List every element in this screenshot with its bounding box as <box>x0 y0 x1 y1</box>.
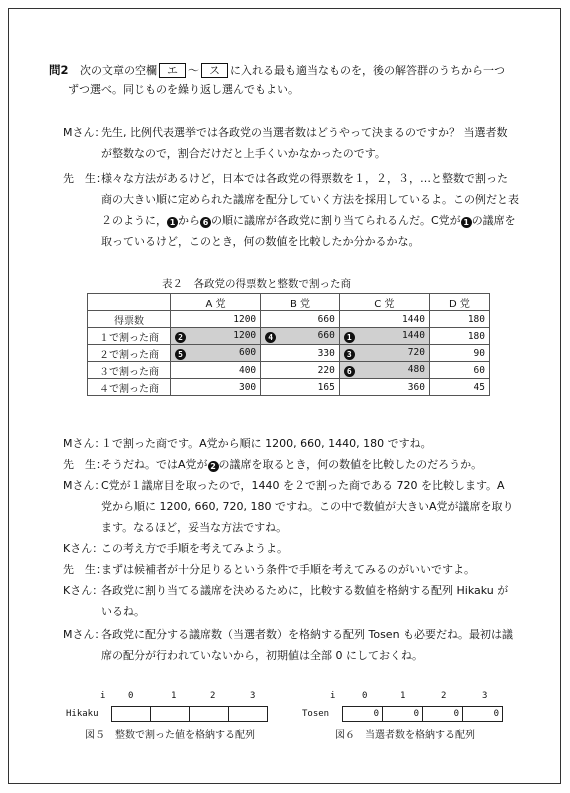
dialogue-t3-text: まずは候補者が十分足りるという条件で手順を考えてみるのがいいですよ。 <box>101 563 475 576</box>
votes-table <box>87 293 490 396</box>
dialogue-m3-line-2: 党から順に 1200, 660, 720, 180 ですね。この中で数値が大きいA党が議席を取り <box>101 500 514 513</box>
array-cell <box>228 706 268 722</box>
dialogue-k1-text: この考え方で手順を考えてみようよ。 <box>101 542 288 555</box>
question-line-2: ずつ選べ。同じものを繰り返し選んでもよい。 <box>68 83 299 96</box>
cell-value: 90 <box>473 347 485 359</box>
dialogue-speaker-t2: 先 生： <box>63 458 107 471</box>
cell-value: 180 <box>467 313 485 325</box>
tosen-array <box>343 706 503 722</box>
table-cell <box>429 362 489 379</box>
t1-line3-from: から <box>178 214 200 227</box>
fig5-index: 0 <box>128 691 134 701</box>
table-cell <box>429 379 489 396</box>
dialogue-speaker-k2: Kさん： <box>63 584 104 597</box>
seat-number-icon: 5 <box>175 349 186 360</box>
table-caption: 表２ 各政党の得票数と整数で割った商 <box>162 278 351 290</box>
dialogue-m1-line-2: が整数なので，割合だけだと上手くいかなかったのです。 <box>101 147 386 160</box>
cell-value: 600 <box>238 346 257 358</box>
cell-value: 1440 <box>402 313 425 325</box>
fig6-index: 3 <box>482 691 488 701</box>
seat-number-icon: 2 <box>175 332 186 343</box>
cell-value: 330 <box>317 347 335 359</box>
table-cell <box>171 379 261 396</box>
table-header-cell: A 党 <box>171 294 261 311</box>
table-cell <box>171 345 261 362</box>
array-cell <box>111 706 151 722</box>
table-cell <box>339 379 429 396</box>
seat-number-icon: 6 <box>200 217 211 228</box>
table-header-cell: B 党 <box>261 294 340 311</box>
dialogue-m2-text: １で割った商です。A党から順に 1200, 660, 1440, 180 ですね。 <box>101 437 432 450</box>
question-text-a: 次の文章の空欄 <box>80 64 158 77</box>
dialogue-m3-line-3: ます。なるほど，妥当な方法ですね。 <box>101 521 288 534</box>
row-label: ２で割った商 <box>88 345 171 362</box>
page-frame <box>8 8 561 784</box>
array-cell: 0 <box>342 706 383 722</box>
table-cell <box>261 379 340 396</box>
cell-value: 60 <box>473 364 485 376</box>
fig6-index: 1 <box>400 691 406 701</box>
dialogue-speaker-m1: Mさん： <box>63 126 106 139</box>
t1-line3-b: の順に議席が各政党に割り当てられるんだ。C党が <box>211 214 461 227</box>
table-cell <box>261 311 340 328</box>
dialogue-speaker-t3: 先 生： <box>63 563 107 576</box>
table-header-cell: C 党 <box>339 294 429 311</box>
seat-number-icon: 1 <box>344 332 355 343</box>
fig6-index: 0 <box>362 691 368 701</box>
seat-number-icon: 2 <box>208 461 219 472</box>
fig6-index-label: i <box>330 691 336 701</box>
table-cell <box>171 311 261 328</box>
fig6-caption: 図６ 当選者数を格納する配列 <box>335 730 475 741</box>
table-cell <box>429 345 489 362</box>
array-cell <box>189 706 229 722</box>
dialogue-t1-line-1: 様々な方法があるけど，日本では各政党の得票数を１，２，３，…と整数で割った <box>101 172 508 185</box>
dialogue-m4-line-2: 席の配分が行われていないから，初期値は全部 0 にしておくね。 <box>101 649 423 662</box>
table-row <box>88 362 490 379</box>
fig6-index: 2 <box>441 691 447 701</box>
cell-value: 400 <box>238 364 257 376</box>
dialogue-t1-line-4: 取っているけど，このとき，何の数値を比較したか分かるかな。 <box>101 235 420 248</box>
cell-value: 165 <box>317 381 335 393</box>
row-label: ４で割った商 <box>88 379 171 396</box>
table-row <box>88 379 490 396</box>
seat-number-icon: 6 <box>344 366 355 377</box>
table-header-row <box>88 294 490 311</box>
table-cell <box>339 311 429 328</box>
cell-value: 180 <box>467 330 485 342</box>
cell-value: 220 <box>317 364 335 376</box>
cell-value: 45 <box>473 381 485 393</box>
table-cell <box>261 345 340 362</box>
fig5-index-label: i <box>100 691 106 701</box>
seat-number-icon: 3 <box>344 349 355 360</box>
dialogue-speaker-k1: Kさん： <box>63 542 104 555</box>
t2-text-b: の議席を取るとき，何の数値を比較したのだろうか。 <box>218 458 483 471</box>
cell-value: 1440 <box>402 329 425 341</box>
array-cell: 0 <box>462 706 503 722</box>
question-label: 問2 <box>49 63 69 77</box>
hikaku-array <box>112 706 268 722</box>
cell-value: 360 <box>407 381 425 393</box>
row-label: 得票数 <box>88 311 171 328</box>
fig5-index: 3 <box>250 691 256 701</box>
table-header-cell <box>88 294 171 311</box>
array-cell <box>150 706 190 722</box>
table-cell <box>171 328 261 345</box>
fig5-index: 2 <box>210 691 216 701</box>
question-text-b: に入れる最も適当なものを，後の解答群のうちから一つ <box>230 64 506 77</box>
dialogue-m3-line-1: C党が１議席目を取ったので，1440 を２で割った商である 720 を比較します。A <box>101 479 505 492</box>
seat-number-icon: 4 <box>265 332 276 343</box>
seat-number-icon: 1 <box>167 217 178 228</box>
table-cell <box>261 362 340 379</box>
fig5-caption: 図５ 整数で割った値を格納する配列 <box>85 730 255 741</box>
cell-value: 660 <box>317 329 335 341</box>
array-cell: 0 <box>382 706 423 722</box>
dialogue-speaker-t1: 先 生： <box>63 172 107 185</box>
question-line-1 <box>49 63 505 78</box>
dialogue-m1-line-1: 先生, 比例代表選挙では各政党の当選者数はどうやって決まるのですか？ 当選者数 <box>101 126 508 139</box>
cell-value: 1200 <box>233 329 257 341</box>
row-label: ３で割った商 <box>88 362 171 379</box>
table-cell <box>429 311 489 328</box>
dialogue-speaker-m4: Mさん： <box>63 628 106 641</box>
dialogue-t1-line-3 <box>101 214 516 228</box>
dialogue-speaker-m3: Mさん： <box>63 479 106 492</box>
dialogue-speaker-m2: Mさん： <box>63 437 106 450</box>
fig6-array-name: Tosen <box>302 709 330 719</box>
dialogue-t2-text <box>101 458 482 472</box>
table-cell <box>429 328 489 345</box>
dialogue-k2-line-2: いるね。 <box>101 605 145 618</box>
fig5-index: 1 <box>171 691 177 701</box>
table-row <box>88 328 490 345</box>
dialogue-k2-line-1: 各政党に割り当てる議席を決めるために，比較する数値を格納する配列 Hikaku が <box>101 584 509 597</box>
cell-value: 480 <box>407 363 425 375</box>
cell-value: 720 <box>407 346 425 358</box>
t1-line3-a: ２のように， <box>101 214 167 227</box>
t1-line3-end: の議席を <box>471 214 516 227</box>
dialogue-m4-line-1: 各政党に配分する議席数（当選者数）を格納する配列 Tosen も必要だね。最初は議 <box>101 628 514 641</box>
cell-value: 660 <box>317 313 335 325</box>
table-row <box>88 345 490 362</box>
array-cell: 0 <box>422 706 463 722</box>
blank-end-box: ス <box>201 63 228 78</box>
cell-value: 1200 <box>233 313 257 325</box>
table-cell <box>339 362 429 379</box>
tilde: 〜 <box>188 64 200 77</box>
row-label: １で割った商 <box>88 328 171 345</box>
blank-start-box: エ <box>159 63 186 78</box>
table-row <box>88 311 490 328</box>
t2-text-a: そうだね。ではA党が <box>101 458 208 471</box>
table-cell <box>339 328 429 345</box>
seat-number-icon: 1 <box>461 217 472 228</box>
dialogue-t1-line-2: 商の大きい順に定められた議席を配分していく方法を採用しているよ。この例だと表 <box>101 193 519 206</box>
table-cell <box>339 345 429 362</box>
fig5-array-name: Hikaku <box>66 709 99 719</box>
table-cell <box>171 362 261 379</box>
table-header-cell: D 党 <box>429 294 489 311</box>
table-cell <box>261 328 340 345</box>
cell-value: 300 <box>238 381 257 393</box>
